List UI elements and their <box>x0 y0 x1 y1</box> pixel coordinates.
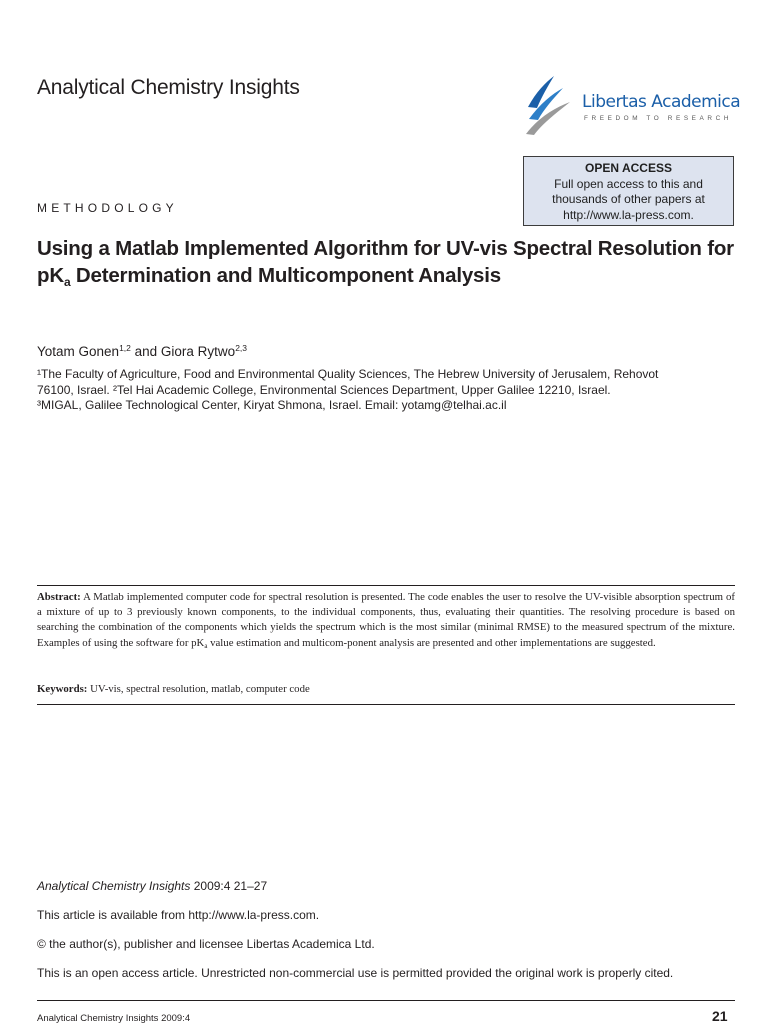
author-2: and Giora Rytwo <box>130 344 236 359</box>
keywords <box>37 683 735 695</box>
affiliations <box>37 367 747 414</box>
abstract-text-2: value estimation and multicom-ponent analysis are presented and other implementations are suggested. <box>207 636 656 649</box>
author-1: Yotam Gonen <box>37 344 120 359</box>
paper-title-part-2: Determination and Multicomponent Analysis <box>70 264 501 287</box>
journal-name: Analytical Chemistry Insights <box>37 76 300 99</box>
citation-line <box>37 879 267 893</box>
citation-journal: Analytical Chemistry Insights <box>37 879 191 893</box>
publisher-tagline: FREEDOM TO RESEARCH <box>584 115 733 122</box>
author-2-affiliation-marks: 2,3 <box>235 343 248 353</box>
open-access-box <box>523 156 734 226</box>
affiliation-line-3: ³MIGAL, Galilee Technological Center, Kiryat Shmona, Israel. Email: yotamg@telhai.ac.il <box>37 398 507 412</box>
abstract-subscript: a <box>204 641 208 650</box>
citation-details: 2009:4 21–27 <box>190 879 268 893</box>
copyright-line: © the author(s), publisher and licensee Libertas Academica Ltd. <box>37 937 375 951</box>
license-line: This is an open access article. Unrestricted non-commercial use is permitted provided the original work is properly cited. <box>37 966 674 980</box>
open-access-link[interactable]: http://www.la-press.com. <box>563 207 694 222</box>
paper-title-part-1: Using a Matlab Implemented Algorithm for UV-vis Spectral Resolution for pK <box>37 237 734 287</box>
abstract-top-rule <box>37 585 735 586</box>
author-list <box>37 344 247 359</box>
footer-rule <box>37 1000 735 1001</box>
open-access-title: OPEN ACCESS <box>585 161 672 175</box>
open-access-line-1: Full open access to this and <box>554 176 703 191</box>
affiliation-line-2: 76100, Israel. ²Tel Hai Academic College, Environmental Sciences Department, Upper Galilee 12210, Israel. <box>37 382 611 397</box>
abstract <box>37 590 735 651</box>
paper-title <box>37 235 737 289</box>
publisher-logo <box>522 74 742 136</box>
page-number: 21 <box>712 1008 728 1024</box>
paper-title-subscript: a <box>63 275 71 289</box>
affiliation-line-1: ¹The Faculty of Agriculture, Food and Environmental Quality Sciences, The Hebrew University of Jerusalem, Rehovot <box>37 367 659 381</box>
libertas-swoosh-icon <box>522 74 580 136</box>
abstract-label: Abstract: <box>37 591 81 603</box>
author-1-affiliation-marks: 1,2 <box>119 343 131 353</box>
abstract-bottom-rule <box>37 704 735 705</box>
publisher-name: Libertas Academica <box>582 92 741 112</box>
keywords-list: UV-vis, spectral resolution, matlab, computer code <box>87 683 310 695</box>
availability-line: This article is available from http://www.la-press.com. <box>37 908 320 922</box>
abstract-text-1: A Matlab implemented computer code for spectral resolution is presented. The code enables the user to resolve the UV-visible absorption spectrum of a mixture of up to 3 previously known components, to the individual components, thus, evaluating their quantities. The resolving procedure is based on searching the combination of the components which yields the spectrum which is the most similar (minimal RMSE) to the measured spectrum of the mixture. Examples of using the software for pK <box>37 591 735 649</box>
section-label: METHODOLOGY <box>37 201 178 215</box>
open-access-line-2: thousands of other papers at <box>552 192 705 206</box>
page-footer-journal: Analytical Chemistry Insights 2009:4 <box>37 1013 191 1024</box>
keywords-label: Keywords: <box>37 683 88 695</box>
